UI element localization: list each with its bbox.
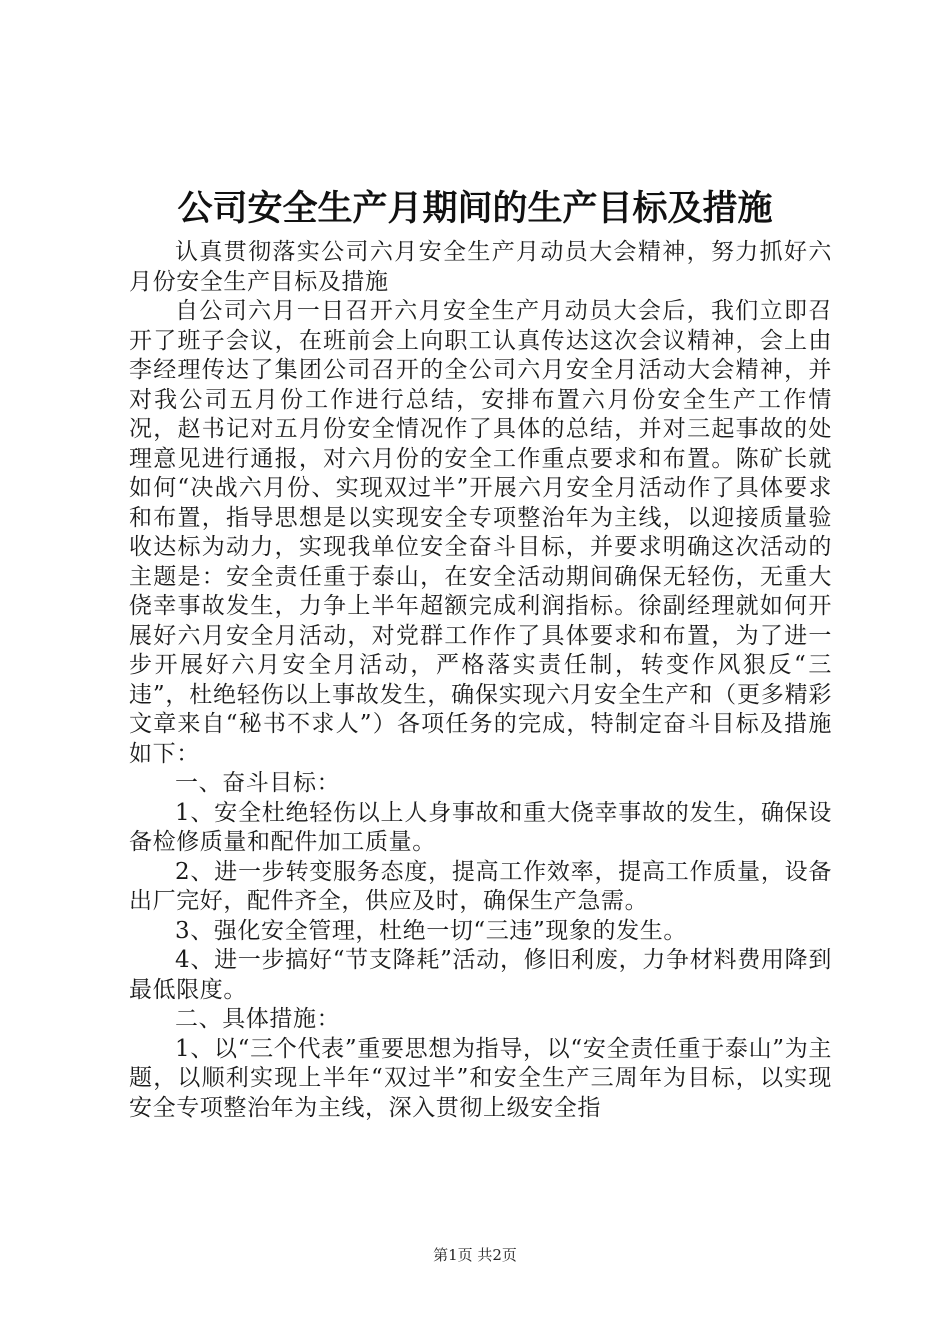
document-title: 公司安全生产月期间的生产目标及措施: [177, 188, 773, 229]
document-body: [129, 238, 832, 1123]
intro-paragraph: 认真贯彻落实公司六月安全生产月动员大会精神，努力抓好六月份安全生产目标及措施: [129, 239, 832, 295]
goal-item-2: 2、进一步转变服务态度，提高工作效率，提高工作质量，设备出厂完好，配件齐全，供应及时，确保生产急需。: [129, 858, 832, 914]
goal-item-4: 4、进一步搞好“节支降耗”活动，修旧利废，力争材料费用降到最低限度。: [129, 947, 832, 1003]
goal-item-1: 1、安全杜绝轻伤以上人身事故和重大侥幸事故的发生，确保设备检修质量和配件加工质量。: [129, 799, 832, 855]
background-paragraph: 自公司六月一日召开六月安全生产月动员大会后，我们立即召开了班子会议，在班前会上向职工认真传达这次会议精神，会上由李经理传达了集团公司召开的全公司六月安全月活动大会精神，并对我公司五月份工作进行总结，安排布置六月份安全生产工作情况，赵书记对五月份安全情况作了具体的总结，并对三起事故的处理意见进行通报，对六月份的安全工作重点要求和布置。陈矿长就如何“决战六月份、实现双过半”开展六月安全月活动作了具体要求和布置，指导思想是以实现安全专项整治年为主线，以迎接质量验收达标为动力，实现我单位安全奋斗目标，并要求明确这次活动的主题是：安全责任重于泰山，在安全活动期间确保无轻伤，无重大侥幸事故发生，力争上半年超额完成利润指标。徐副经理就如何开展好六月安全月活动，对党群工作作了具体要求和布置，为了进一步开展好六月安全月活动，严格落实责任制，转变作风狠反“三违”，杜绝轻伤以上事故发生，确保实现六月安全生产和（更多精彩文章来自“秘书不求人”）各项任务的完成，特制定奋斗目标及措施如下：: [129, 298, 832, 767]
section-heading-measures: 二、具体措施：: [175, 1006, 341, 1032]
goal-item-3: 3、强化安全管理，杜绝一切“三违”现象的发生。: [175, 917, 687, 944]
section-heading-goals: 一、奋斗目标：: [175, 770, 341, 796]
measure-item-1: 1、以“三个代表”重要思想为指导，以“安全责任重于泰山”为主题，以顺利实现上半年“双过半”和安全生产三周年为目标，以实现安全专项整治年为主线，深入贯彻上级安全指: [129, 1035, 832, 1121]
page-number-footer: 第1页 共2页: [433, 1246, 517, 1264]
